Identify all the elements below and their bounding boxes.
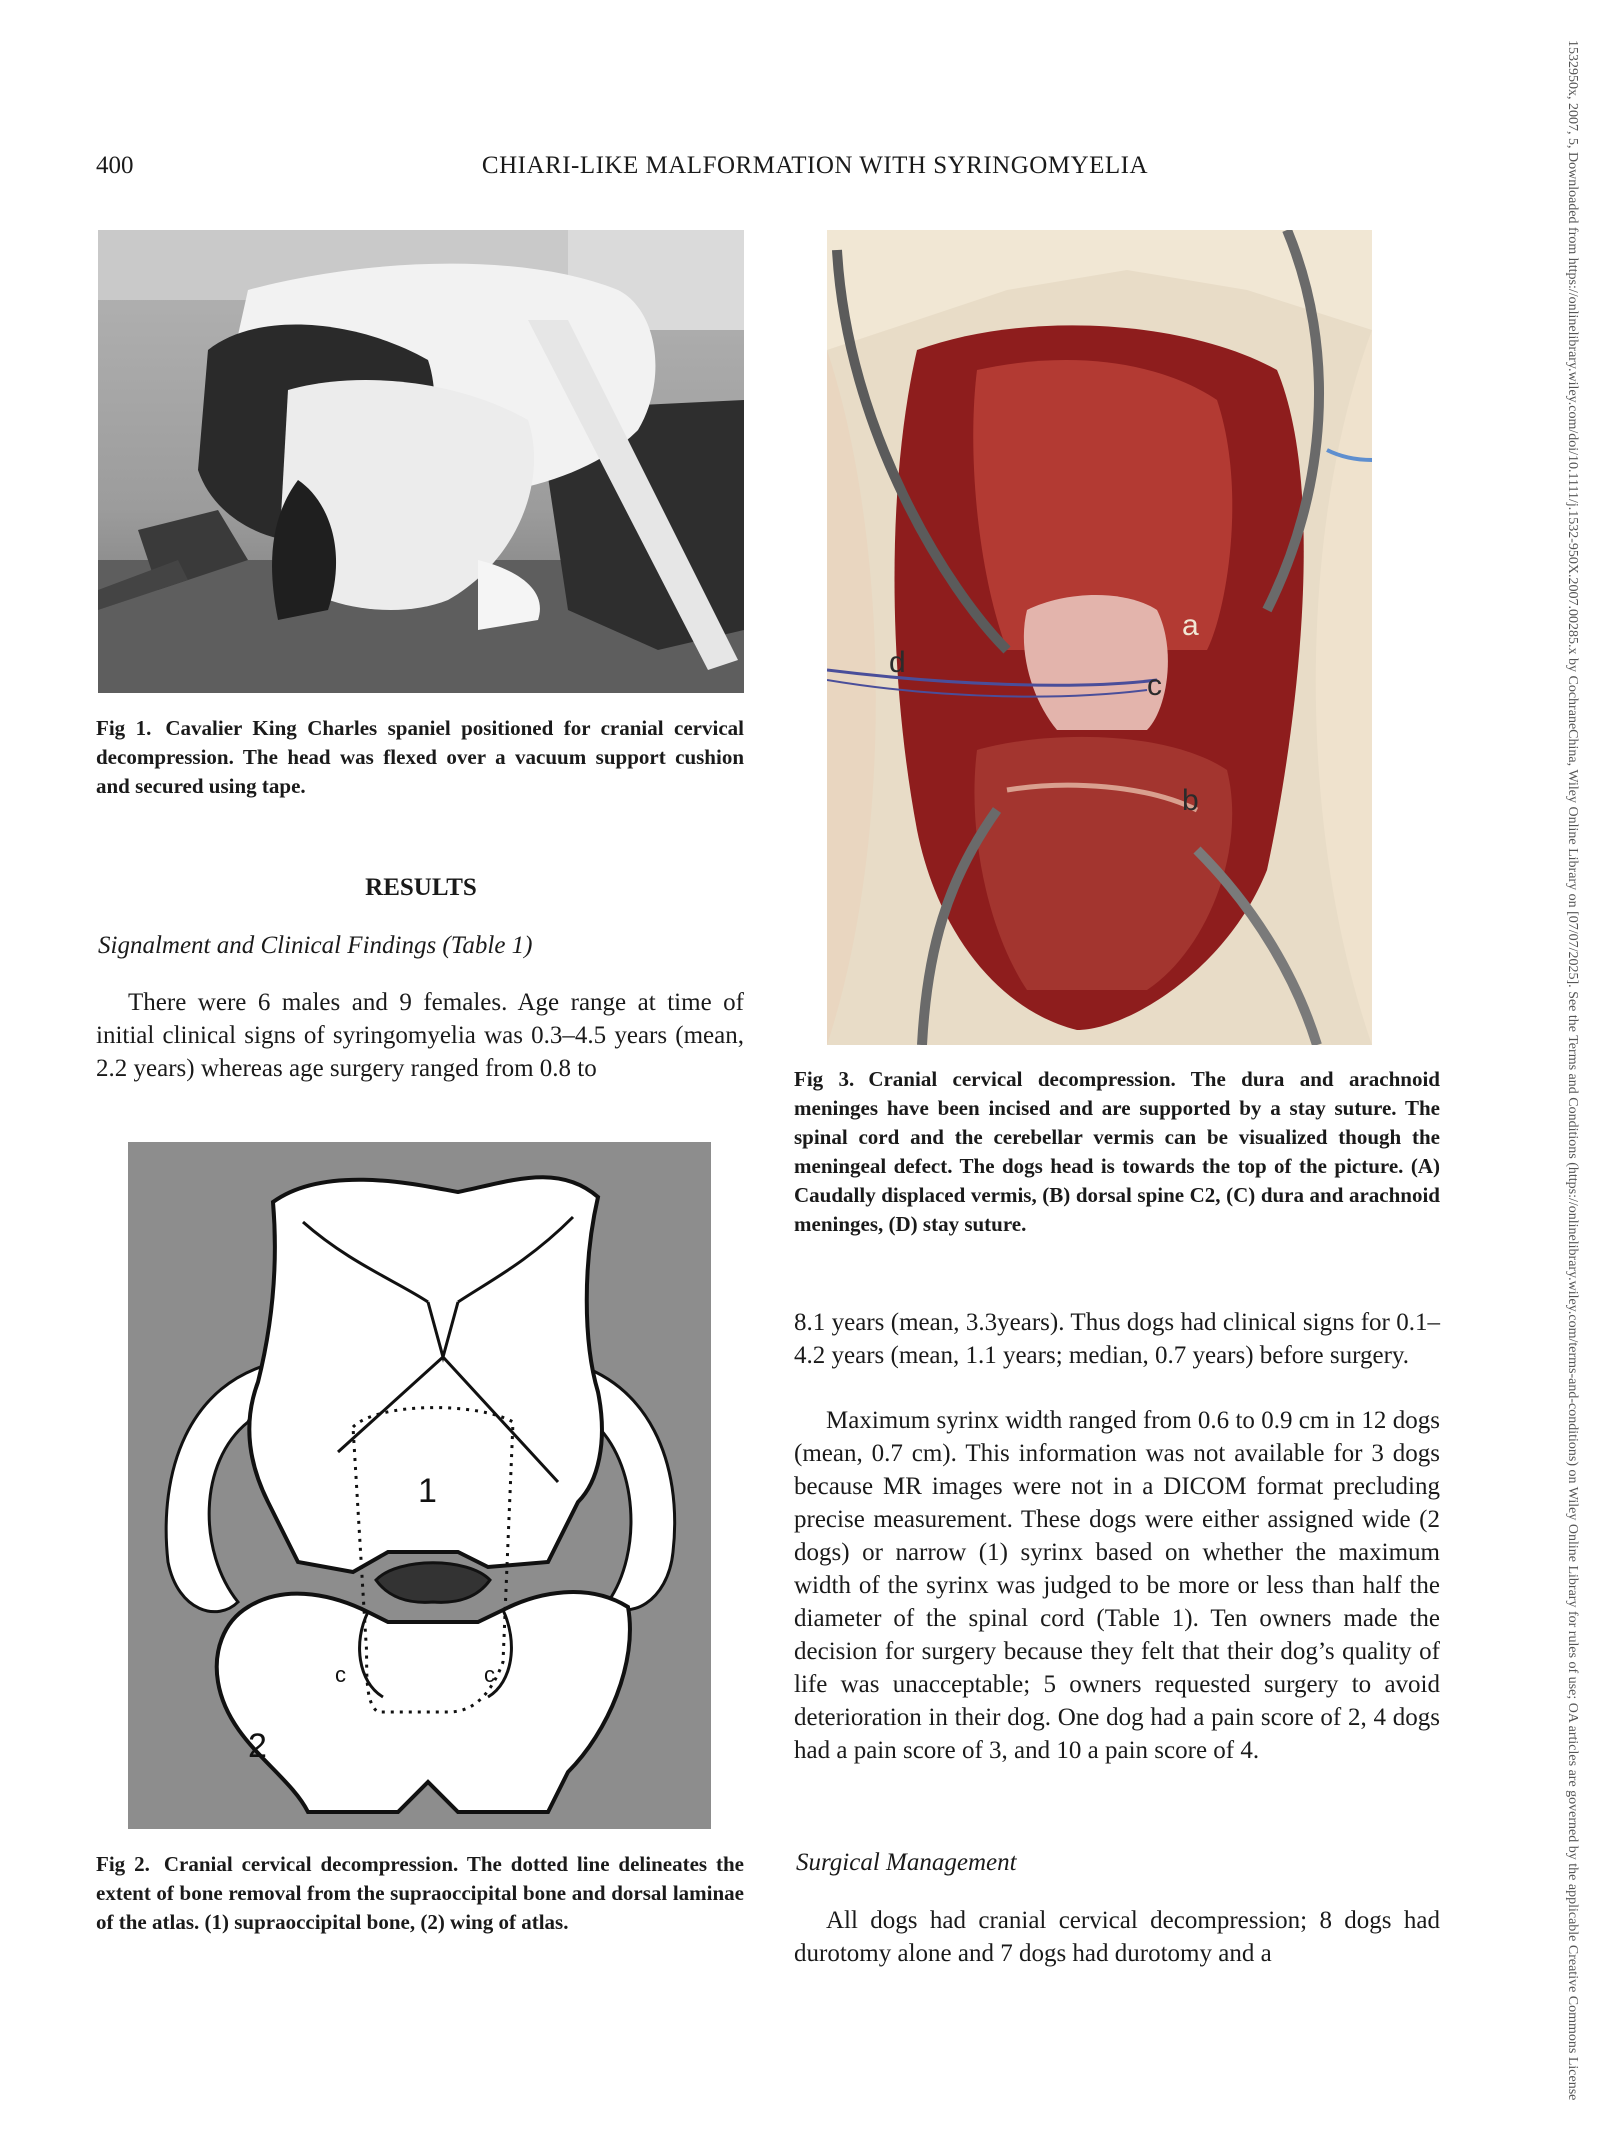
figure-3-caption — [794, 1065, 1440, 1239]
results-paragraph-1: There were 6 males and 9 females. Age range at time of initial clinical signs of syringomyelia was 0.3–4.5 years (mean, 2.2 years) whereas age surgery ranged from 0.8 to — [96, 989, 744, 1082]
running-title: CHIARI-LIKE MALFORMATION WITH SYRINGOMYELIA — [481, 152, 1149, 179]
figure-2-label-2: 2 — [248, 1727, 267, 1765]
figure-3-label-a: a — [1182, 609, 1199, 642]
figure-1-label: Fig 1. — [96, 716, 152, 740]
results-paragraph-2: Maximum syrinx width ranged from 0.6 to 0.9 cm in 12 dogs (mean, 0.7 cm). This information was not available for 3 dogs because MR images were not in a DICOM format precluding precise measurement. These dogs were either assigned wide (2 dogs) or narrow (1) syrinx based on whether the maximum width of the syrinx was judged to be more or less than half the diameter of the spinal cord (Table 1). Ten owners made the decision for surgery because they felt that their dog’s quality of life was unacceptable; 5 owners requested surgery to avoid deterioration in their dog. One dog had a pain score of 2, 4 dogs had a pain score of 3, and 10 a pain score of 4. — [794, 1407, 1440, 1764]
figure-3-caption-text: Cranial cervical decompression. The dura and arachnoid meninges have been incised and are supported by a stay suture. The spinal cord and the cerebellar vermis can be visualized though the meningeal defect. The dogs head is towards the top of the picture. (A) Caudally displaced vermis, (B) dorsal spine C2, (C) dura and arachnoid meninges, (D) stay suture. — [794, 1067, 1440, 1236]
figure-2-label-1: 1 — [418, 1472, 437, 1510]
figure-2-caption — [96, 1850, 744, 1937]
surgical-management-subheading: Surgical Management — [796, 1849, 1017, 1876]
download-notice: 1532950x, 2007, 5, Downloaded from https://onlinelibrary.wiley.com/doi/10.1111/j.1532-950X.2007.00285.x by CochraneChina, Wiley Online Library on [07/07/2025]. See the Terms and Conditions (https://onlinelibrary.wiley.com/terms-and-conditions) on Wiley Online Library for rules of use; OA articles are governed by the applicable Creative Commons License — [1565, 40, 1580, 2101]
figure-3-label-d: d — [889, 646, 906, 679]
figure-3-label-b: b — [1182, 784, 1199, 817]
page-number: 400 — [96, 152, 134, 179]
surgical-paragraph: All dogs had cranial cervical decompression; 8 dogs had durotomy alone and 7 dogs had durotomy and a — [794, 1907, 1440, 1967]
figure-3-label: Fig 3. — [794, 1067, 855, 1091]
results-heading: RESULTS — [365, 874, 477, 901]
figure-2-label-c-left: c — [335, 1662, 346, 1687]
figure-1-photo — [98, 230, 744, 693]
figure-2-label: Fig 2. — [96, 1852, 150, 1876]
figure-1-caption — [96, 714, 744, 801]
figure-1-caption-text: Cavalier King Charles spaniel positioned for cranial cervical decompression. The head was flexed over a vacuum support cushion and secured using tape. — [96, 716, 744, 798]
figure-3-label-c: c — [1147, 669, 1162, 702]
results-continuation: 8.1 years (mean, 3.3years). Thus dogs had clinical signs for 0.1–4.2 years (mean, 1.1 years; median, 0.7 years) before surgery. — [794, 1309, 1440, 1369]
signalment-subheading: Signalment and Clinical Findings (Table 1) — [98, 932, 533, 959]
figure-2-caption-text: Cranial cervical decompression. The dotted line delineates the extent of bone removal from the supraoccipital bone and dorsal laminae of the atlas. (1) supraoccipital bone, (2) wing of atlas. — [96, 1852, 744, 1934]
figure-3-photo — [827, 230, 1372, 1045]
figure-2-diagram — [128, 1142, 711, 1829]
figure-2-label-c-right: c — [484, 1662, 495, 1687]
